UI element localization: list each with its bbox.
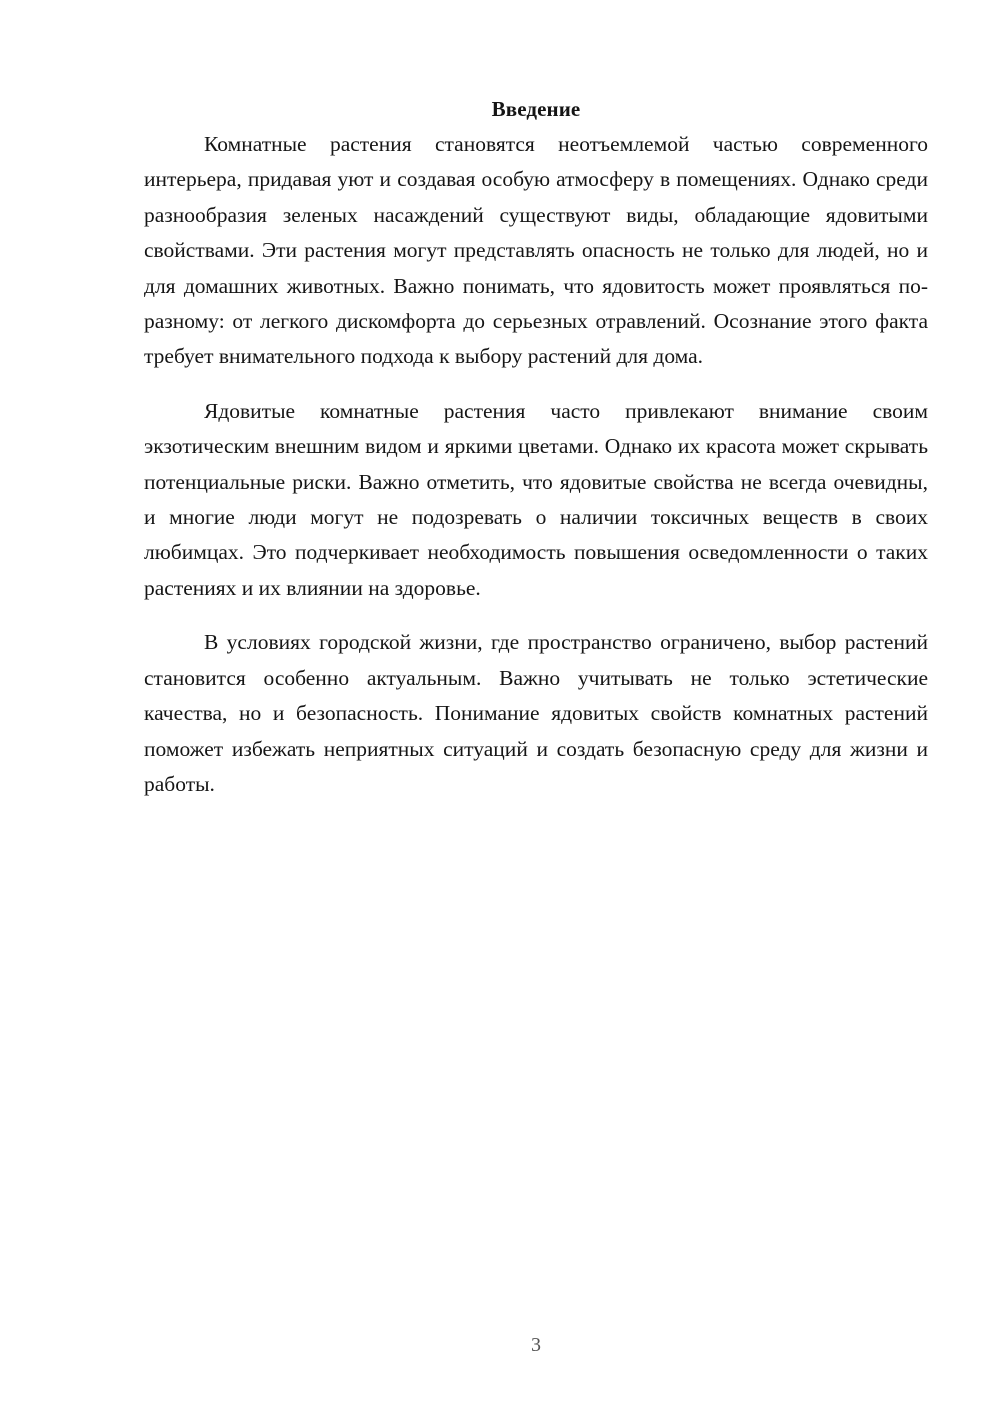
page-content xyxy=(144,92,928,802)
paragraph-1: Комнатные растения становятся неотъемлемой частью современного интерьера, придавая уют и создавая особую атмосферу в помещениях. Однако среди разнообразия зеленых насаждений существуют виды, обладающие ядовитыми свойствами. Эти растения могут представлять опасность не только для людей, но и для домашних животных. Важно понимать, что ядовитость может проявляться по-разному: от легкого дискомфорта до серьезных отравлений. Осознание этого факта требует внимательного подхода к выбору растений для дома. xyxy=(144,132,928,369)
page-number: 3 xyxy=(531,1334,541,1356)
section-heading: Введение xyxy=(491,97,581,121)
paragraph-3: В условиях городской жизни, где пространство ограничено, выбор растений становится особенно актуальным. Важно учитывать не только эстетические качества, но и безопасность. Понимание ядовитых свойств комнатных растений поможет избежать неприятных ситуаций и создать безопасную среду для жизни и работы. xyxy=(144,630,928,796)
paragraph-2: Ядовитые комнатные растения часто привлекают внимание своим экзотическим внешним видом и яркими цветами. Однако их красота может скрывать потенциальные риски. Важно отметить, что ядовитые свойства не всегда очевидны, и многие люди могут не подозревать о наличии токсичных веществ в своих любимцах. Это подчеркивает необходимость повышения осведомленности о таких растениях и их влиянии на здоровье. xyxy=(144,398,928,600)
